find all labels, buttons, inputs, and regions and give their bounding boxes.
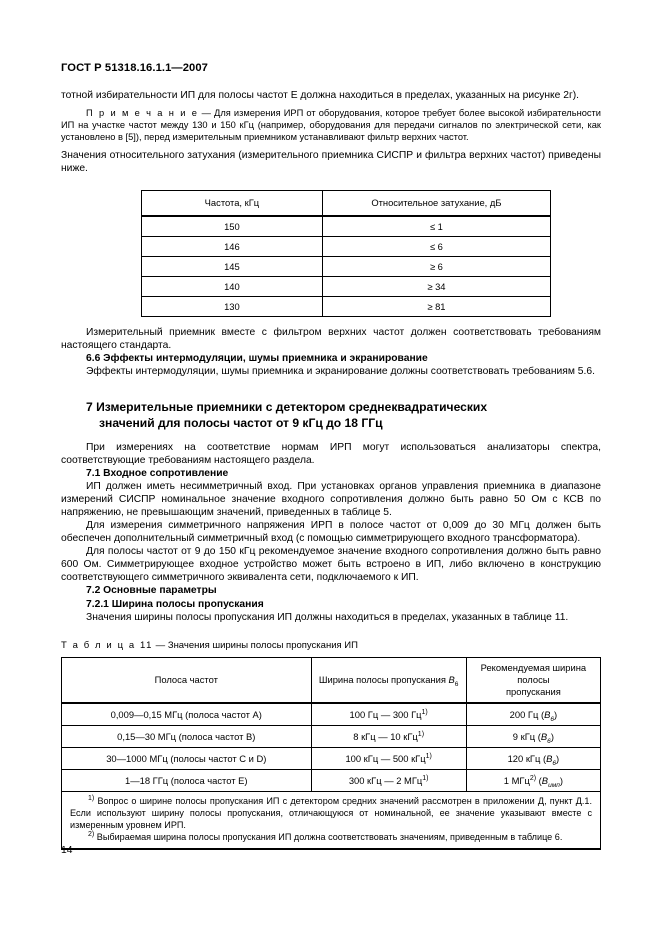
cell-band: 30—1000 МГц (полосы частот C и D): [62, 747, 312, 769]
cell-frequency: 150: [142, 216, 323, 237]
footnote-2-marker: 2): [88, 830, 95, 838]
cell-recommended: 200 Гц $(B_6)$: [466, 703, 600, 726]
cell-recommended-subscript: имп: [548, 781, 560, 789]
clause-7-2-1-heading: 7.2.1 Ширина полосы пропускания: [86, 598, 264, 610]
table-header-row: [142, 190, 551, 216]
column-header-band: Полоса частот: [62, 657, 312, 703]
note-text: — Для измерения ИРП от оборудования, которое требует более высокой избирательности ИП на участке частот между 130 и 150 кГц (например, оборудования для передачи сигналов по электрической сети, как установлено в [5]), перед измерительным приемником устанавливают фильтр верхних частот.: [61, 108, 601, 143]
cell-frequency: 140: [142, 276, 323, 296]
cell-recommended: 9 кГц $(B_6)$: [466, 725, 600, 747]
table-row: [142, 276, 551, 296]
table-11-caption-label: Т а б л и ц а 11: [61, 639, 154, 651]
column-header-frequency: Частота, кГц: [142, 190, 323, 216]
footnote-1: [70, 795, 592, 831]
section-7-line-1: 7 Измерительные приемники с детектором среднеквадратических: [86, 399, 488, 414]
table-row: [142, 236, 551, 256]
cell-bandwidth-footnote-marker: 1): [417, 730, 425, 738]
cell-recommended-subscript: 6: [547, 737, 551, 745]
cell-recommended: 1 МГц$^{2)}$ $(B_{имп})$: [466, 769, 600, 791]
paragraph-7-1-a: ИП должен иметь несимметричный вход. При установках органов управления приемника в диапазоне измерений СИСПР номинальное значение входного сопротивления должно быть равно 50 Ом с КСВ по напряжению, не превышающим значений, приведенных в таблице 5.: [61, 481, 601, 519]
paragraph-7-1-c: Для полосы частот от 9 до 150 кГц рекомендуемое значение входного сопротивления должно быть равно 600 Ом. Симметрирующее входное устройство может быть встроено в ИП, либо включено в конструкцию соответствующего симметричного эквивалента сети, подключаемого к ИП.: [61, 546, 601, 584]
column-header-bandwidth-symbol: B: [448, 673, 455, 685]
cell-bandwidth-footnote-marker: 1): [422, 774, 429, 782]
column-header-recommended-line-1: Рекомендуемая ширина полосы: [480, 661, 587, 685]
cell-bandwidth-footnote-marker: 1): [425, 752, 432, 760]
table-11-caption-text: — Значения ширины полосы пропускания ИП: [153, 639, 358, 651]
table-row: [62, 769, 601, 791]
paragraph-section-7-intro: При измерениях на соответствие нормам ИРП могут использоваться анализаторы спектра, соответствующие требованиям настоящего раздела.: [61, 441, 601, 466]
note-label: П р и м е ч а н и е: [86, 108, 199, 119]
table-row: [62, 725, 601, 747]
table-row: [142, 216, 551, 237]
cell-recommended-footnote-marker: 2): [529, 774, 537, 782]
cell-recommended-symbol: B: [546, 752, 553, 764]
cell-recommended-value: 200 Гц (: [509, 708, 545, 720]
cell-frequency: 130: [142, 296, 323, 316]
table-11-caption: [61, 639, 601, 652]
cell-attenuation: ≥ 34: [322, 276, 550, 296]
column-header-bandwidth: [311, 657, 466, 703]
table-11-head: [62, 657, 601, 703]
attenuation-table-head: [142, 190, 551, 216]
cell-bandwidth: [311, 769, 466, 791]
standard-header: ГОСТ Р 51318.16.1.1—2007: [61, 62, 209, 74]
cell-bandwidth-value: 100 кГц — 500 кГц: [345, 752, 426, 764]
cell-recommended-symbol: B: [541, 774, 549, 786]
section-7-line-2: значений для полосы частот от 9 кГц до 18 ГГц: [99, 416, 383, 431]
footnote-1-text: Вопрос о ширине полосы пропускания ИП с детектором средних значений рассмотрен в приложении Д, пункт Д.1. Если используют ширину полосы пропускания, отличающуюся от номинальной, ее значение указывают вместе с измеренным уровнем ИРП.: [70, 795, 592, 830]
clause-7-2-heading: 7.2 Основные параметры: [86, 585, 217, 597]
attenuation-table-body: [142, 216, 551, 317]
footnote-2-text: Выбираемая ширина полосы пропускания ИП должна соответствовать значениям, приведенным в таблице 6.: [96, 831, 563, 842]
cell-frequency: 146: [142, 236, 323, 256]
cell-recommended-subscript: 6: [552, 759, 557, 767]
cell-bandwidth: [311, 725, 466, 747]
column-header-attenuation: Относительное затухание, дБ: [322, 190, 550, 216]
table-row: [142, 296, 551, 316]
cell-bandwidth: [311, 703, 466, 726]
table-row: [62, 703, 601, 726]
cell-recommended-value: 1 МГц: [503, 774, 530, 786]
clause-7-1-heading: 7.1 Входное сопротивление: [86, 468, 229, 480]
attenuation-table: [141, 190, 551, 317]
cell-recommended-value: 9 кГц (: [512, 730, 541, 742]
table-row: [62, 747, 601, 769]
cell-attenuation: ≤ 6: [322, 236, 550, 256]
cell-recommended: 120 кГц $(B_6)$: [466, 747, 600, 769]
cell-band: 0,15—30 МГц (полоса частот B): [62, 725, 312, 747]
cell-attenuation: ≤ 1: [322, 216, 550, 237]
table-11-body: [62, 703, 601, 849]
paragraph-after-attenuation-table: Измерительный приемник вместе с фильтром верхних частот должен соответствовать требованиям настоящего стандарта.: [61, 326, 601, 351]
cell-bandwidth-value: 100 Гц — 300 Гц: [349, 708, 422, 720]
table-header-row: [62, 657, 601, 703]
paragraph-7-2-1: Значения ширины полосы пропускания ИП должны находиться в пределах, указанных в таблице 11.: [86, 611, 569, 623]
cell-bandwidth-value: 300 кГц — 2 МГц: [348, 774, 423, 786]
footnote-2: [70, 831, 592, 843]
table-row: [142, 256, 551, 276]
cell-recommended-subscript: 6: [550, 715, 554, 723]
table-footnotes-row: [62, 791, 601, 849]
cell-attenuation: ≥ 81: [322, 296, 550, 316]
cell-band: 1—18 ГГц (полоса частот E): [62, 769, 312, 791]
page-content: [61, 0, 601, 850]
page-number: 14: [61, 845, 73, 856]
cell-band: 0,009—0,15 МГц (полоса частот A): [62, 703, 312, 726]
footnote-1-marker: 1): [88, 794, 95, 802]
note-paragraph: [61, 107, 601, 144]
paragraph-attenuation-intro: Значения относительного затухания (измерительного приемника СИСПР и фильтра верхних частот) приведены ниже.: [61, 149, 601, 174]
paragraph-7-1-b: Для измерения симметричного напряжения ИРП в полосе частот от 0,009 до 30 МГц должен быть обеспечен дополнительный симметричный вход (с помощью симметрирующего входного трансформатора).: [61, 520, 601, 545]
clause-6-6-heading: 6.6 Эффекты интермодуляции, шумы приемника и экранирование: [86, 352, 428, 364]
paragraph-clause-6-6: Эффекты интермодуляции, шумы приемника и экранирование должны соответствовать требованиям 5.6.: [86, 365, 595, 377]
cell-recommended-symbol: B: [540, 730, 548, 742]
table-11-footnotes: [62, 791, 601, 849]
table-11: [61, 657, 601, 850]
cell-recommended-symbol: B: [544, 708, 551, 720]
column-header-recommended-line-2: пропускания: [505, 685, 561, 697]
paragraph-continued: тотной избирательности ИП для полосы частот Е должна находиться в пределах, указанных на рисунке 2г).: [61, 90, 580, 101]
cell-bandwidth-value: 8 кГц — 10 кГц: [353, 730, 418, 742]
cell-bandwidth: [311, 747, 466, 769]
column-header-recommended: [466, 657, 600, 703]
cell-bandwidth-footnote-marker: 1): [421, 708, 428, 716]
cell-attenuation: ≥ 6: [322, 256, 550, 276]
cell-frequency: 145: [142, 256, 323, 276]
cell-recommended-value: 120 кГц (: [507, 752, 547, 764]
column-header-bandwidth-subscript: 6: [454, 680, 459, 688]
section-7-heading: [61, 399, 601, 432]
column-header-bandwidth-text: Ширина полосы пропускания: [318, 673, 449, 685]
